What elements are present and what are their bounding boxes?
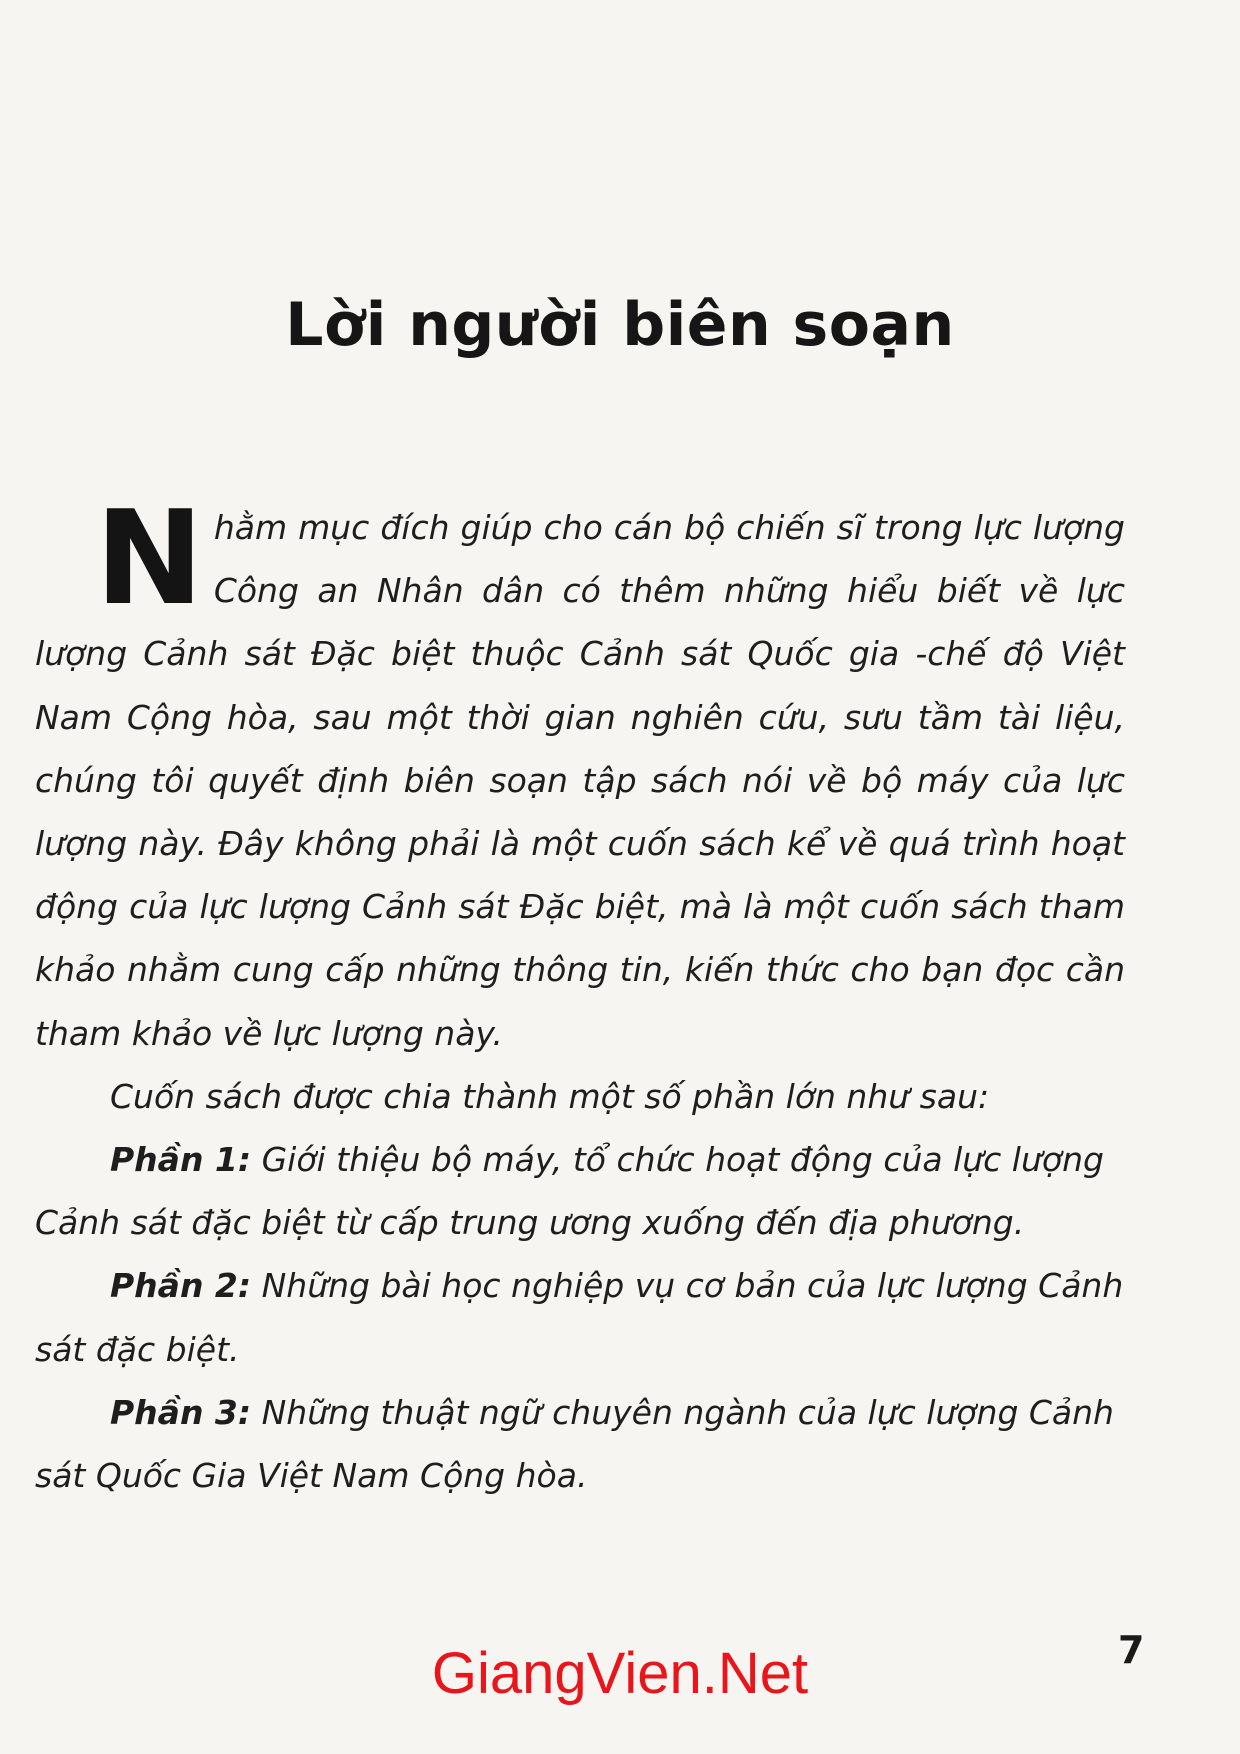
bleed-through-text	[30, 50, 1210, 114]
part-2	[35, 1254, 1125, 1380]
page-number: 7	[1118, 1628, 1145, 1672]
part-2-text: Những bài học nghiệp vụ cơ bản của lực lượng Cảnh sát đặc biệt.	[35, 1266, 1124, 1369]
drop-cap: N	[95, 482, 204, 634]
part-2-label: Phần 2:	[110, 1266, 252, 1306]
intro-text: hằm mục đích giúp cho cán bộ chiến sĩ trong lực lượng Công an Nhân dân có thêm những hiểu biết về lực lượng Cảnh sát Đặc biệt thuộc Cảnh sát Quốc gia -chế độ Việt Nam Cộng hòa, sau một thời gian nghiên cứu, sưu tầm tài liệu, chúng tôi quyết định biên soạn tập sách nói về bộ máy của lực lượng này. Đây không phải là một cuốn sách kể về quá trình hoạt động của lực lượng Cảnh sát Đặc biệt, mà là một cuốn sách tham khảo nhằm cung cấp những thông tin, kiến thức cho bạn đọc cần tham khảo về lực lượng này.	[35, 508, 1125, 1053]
part-1-text: Giới thiệu bộ máy, tổ chức hoạt động của lực lượng Cảnh sát đặc biệt từ cấp trung ương xuống đến địa phương.	[35, 1140, 1104, 1243]
part-1-label: Phần 1:	[110, 1140, 252, 1180]
body-text	[35, 482, 1125, 1507]
outline-intro: Cuốn sách được chia thành một số phần lớn như sau:	[110, 1076, 990, 1116]
part-3-label: Phần 3:	[110, 1392, 252, 1432]
part-3	[35, 1381, 1125, 1507]
footer-watermark: GiangVien.Net	[431, 1641, 809, 1706]
page-title: Lời người biên soạn	[285, 290, 955, 360]
part-3-text: Những thuật ngữ chuyên ngành của lực lượng Cảnh sát Quốc Gia Việt Nam Cộng hòa.	[35, 1392, 1114, 1496]
intro-paragraph	[35, 482, 1125, 1065]
part-1	[35, 1128, 1125, 1254]
